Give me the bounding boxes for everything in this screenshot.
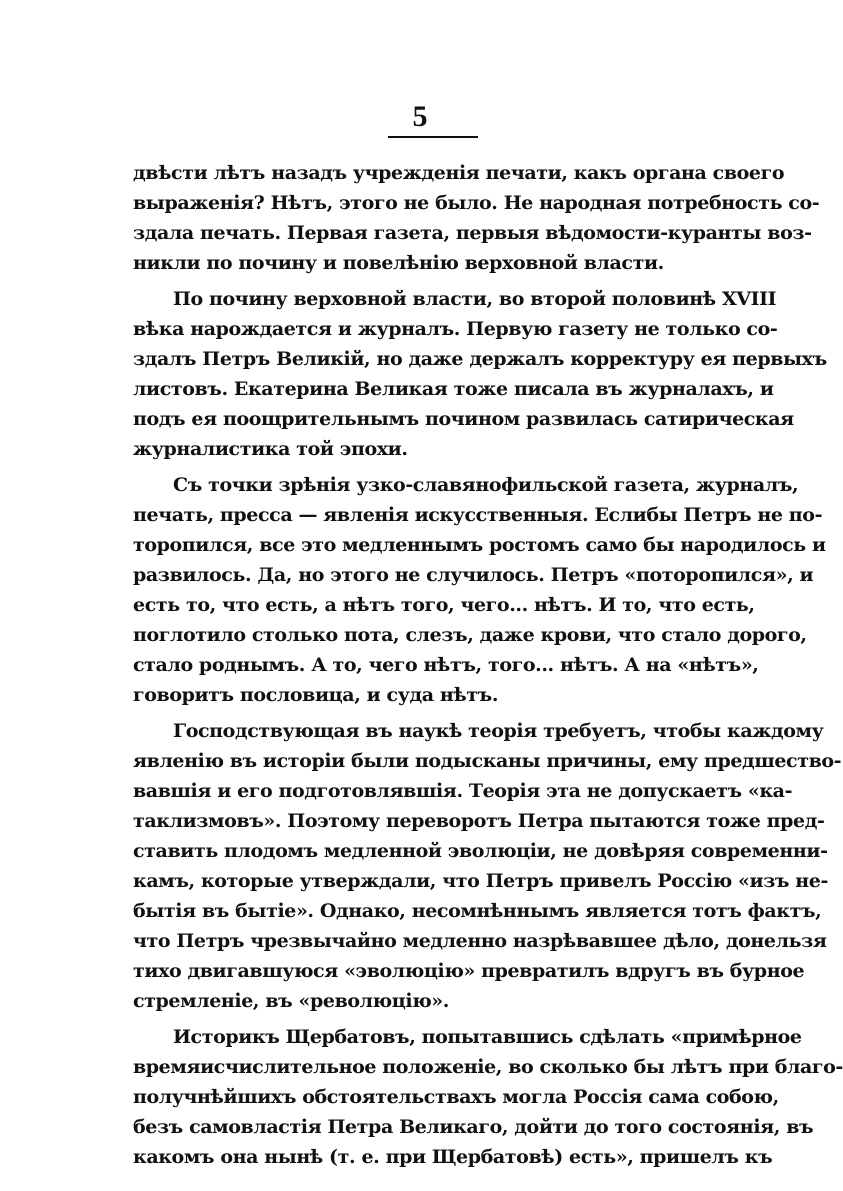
text-line: листовъ. Екатерина Великая тоже писала въ журналахъ, и <box>133 378 774 400</box>
page-number-rule <box>388 136 478 138</box>
text-line: стало роднымъ. А то, чего нѣтъ, того... нѣтъ. А на «нѣтъ», <box>133 654 759 676</box>
text-line: тихо двигавшуюся «эволюцію» превратилъ вдругъ въ бурное <box>133 960 805 982</box>
text-line: здала печать. Первая газета, первыя вѣдомости-куранты воз- <box>133 222 812 244</box>
text-line: печать, пресса — явленія искусственныя. Еслибы Петръ не по- <box>133 504 823 526</box>
text-line: безъ самовластія Петра Великаго, дойти до того состоянія, въ <box>133 1116 814 1138</box>
text-line: времяисчислительное положеніе, во сколько бы лѣтъ при благо- <box>133 1056 843 1078</box>
text-line: явленію въ исторіи были подысканы причины, ему предшество- <box>133 750 842 772</box>
text-line: есть то, что есть, а нѣтъ того, чего... нѣтъ. И то, что есть, <box>133 594 755 616</box>
text-line: торопился, все это медленнымъ ростомъ само бы народилось и <box>133 534 826 556</box>
text-line: бытія въ бытіе». Однако, несомнѣннымъ является тотъ фактъ, <box>133 900 822 922</box>
text-line: поглотило столько пота, слезъ, даже крови, что стало дорого, <box>133 624 807 646</box>
text-line: стремленіе, въ «революцію». <box>133 990 449 1012</box>
text-line: говоритъ пословица, и суда нѣтъ. <box>133 684 499 706</box>
text-line: какомъ она нынѣ (т. е. при Щербатовѣ) есть», пришелъ къ <box>133 1146 773 1168</box>
text-line: журналистика той эпохи. <box>133 438 408 460</box>
text-line: вавшія и его подготовлявшія. Теорія эта не допускаетъ «ка- <box>133 780 793 802</box>
text-line: ставить плодомъ медленной эволюціи, не довѣряя современни- <box>133 840 828 862</box>
text-line: Съ точки зрѣнія узко-славянофильской газета, журналъ, <box>173 474 799 496</box>
text-line: что Петръ чрезвычайно медленно назрѣвавшее дѣло, донельзя <box>133 930 827 952</box>
page-number: 5 <box>412 100 428 133</box>
text-line: По почину верховной власти, во второй половинѣ XVIII <box>173 288 777 310</box>
text-line: никли по почину и повелѣнію верховной власти. <box>133 252 664 274</box>
body-text <box>133 158 843 1172</box>
text-line: таклизмовъ». Поэтому переворотъ Петра пытаются тоже пред- <box>133 810 825 832</box>
text-line: Историкъ Щербатовъ, попытавшись сдѣлать «примѣрное <box>173 1026 802 1048</box>
text-line: Господствующая въ наукѣ теорія требуетъ, чтобы каждому <box>173 720 824 742</box>
text-line: здалъ Петръ Великій, но даже держалъ корректуру ея первыхъ <box>133 348 827 370</box>
text-line: развилось. Да, но этого не случилось. Петръ «поторопился», и <box>133 564 814 586</box>
text-line: вѣка нарождается и журналъ. Первую газету не только со- <box>133 318 778 340</box>
text-line: выраженія? Нѣтъ, этого не было. Не народная потребность со- <box>133 192 820 214</box>
text-line: подъ ея поощрительнымъ почином развилась сатирическая <box>133 408 794 430</box>
text-line: получнѣйшихъ обстоятельствахъ могла Россія сама собою, <box>133 1086 779 1108</box>
text-line: камъ, которые утверждали, что Петръ привелъ Россію «изъ не- <box>133 870 828 892</box>
text-line: двѣсти лѣтъ назадъ учрежденія печати, какъ органа своего <box>133 162 785 184</box>
